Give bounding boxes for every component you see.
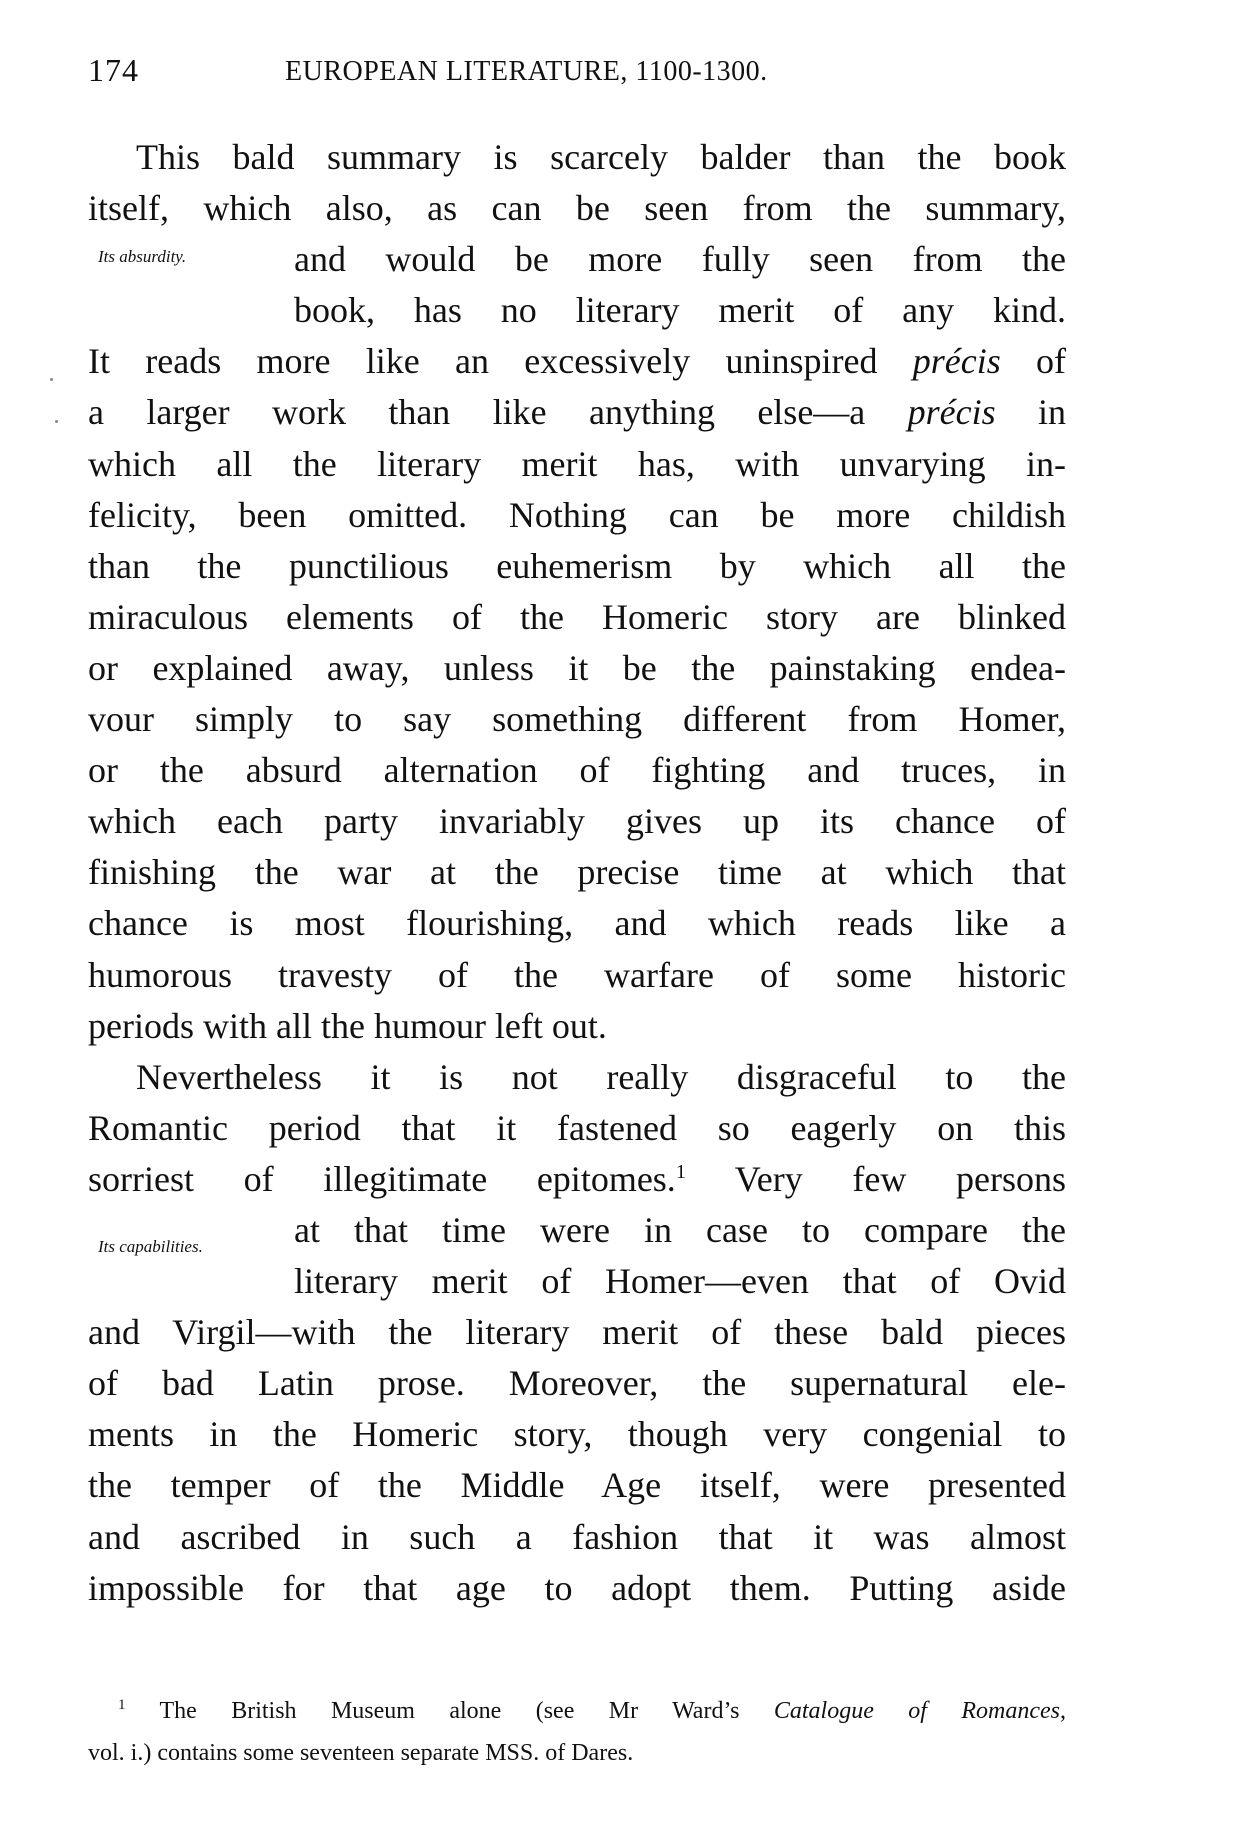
page-number: 174 [88,52,139,88]
text-line: at that time were in case to compare the [294,1209,1066,1250]
text-line: itself, which also, as can be seen from the summary, [88,188,1066,229]
text-line: finishing the war at the precise time at which that [88,852,1066,893]
text-span: of [1000,341,1066,382]
text-line: This bald summary is scarcely balder than the book [136,137,1066,177]
text-span: , [1060,1698,1066,1724]
text-line: than the punctilious euhemerism by which all the [88,545,1066,586]
footnote-ref[interactable]: 1 [675,1160,686,1183]
text-line: miraculous elements of the Homeric story are blinked [88,596,1066,637]
footnote-line [88,1690,1066,1732]
text-line: felicity, been omitted. Nothing can be more childish [88,494,1066,535]
text-span: Very few persons [685,1158,1067,1199]
text-line: or the absurd alternation of fighting and truces, in [88,750,1066,791]
text-line: book, has no literary merit of any kind. [294,290,1066,331]
scan-speck [55,420,58,423]
text-line: vour simply to say something different from Homer, [88,699,1066,740]
running-head: EUROPEAN LITERATURE, 1100-1300. [285,56,768,87]
text-span: in [995,392,1066,433]
text-line: or explained away, unless it be the painstaking endea- [88,647,1066,688]
scan-speck [50,378,53,381]
text-span: It reads more like an excessively uninspired [88,341,913,382]
italic-title: Catalogue of Romances [773,1698,1060,1724]
text-span: a larger work than like anything else—a [88,392,908,433]
text-line: literary merit of Homer—even that of Ovid [294,1261,1066,1302]
footnote-line: vol. i.) contains some seventeen separate MSS. of Dares. [88,1740,634,1766]
text-line: ments in the Homeric story, though very congenial to [88,1414,1066,1455]
text-line [88,336,1066,387]
sidenote-absurdity: Its absurdity. [98,247,187,266]
text-line: chance is most flourishing, and which reads like a [88,903,1066,944]
text-line: and would be more fully seen from the [294,239,1066,280]
text-span: The British Museum alone (see Mr Ward’s [125,1698,774,1724]
page-header [0,52,1244,92]
text-line: Nevertheless it is not really disgraceful to the [136,1056,1066,1097]
text-line: impossible for that age to adopt them. Putting aside [88,1567,1066,1608]
text-line: of bad Latin prose. Moreover, the supernatural ele- [88,1363,1066,1404]
footnote-marker: 1 [118,1697,126,1713]
text-line [88,387,1066,438]
text-line: and ascribed in such a fashion that it was almost [88,1516,1066,1557]
text-line: Romantic period that it fastened so eagerly on this [88,1107,1066,1148]
text-span: sorriest of illegitimate epitomes. [88,1158,676,1199]
sidenote-capabilities: Its capabilities. [98,1237,203,1256]
text-line: periods with all the humour left out. [88,1005,607,1046]
text-line: which all the literary merit has, with unvarying in- [88,443,1066,484]
footnotes [88,1690,1066,1774]
text-line: and Virgil—with the literary merit of these bald pieces [88,1312,1066,1353]
italic-precis: précis [907,392,996,433]
italic-precis: précis [912,341,1001,382]
body-text [88,132,1066,1614]
text-line: humorous travesty of the warfare of some historic [88,954,1066,995]
text-line [88,1154,1066,1205]
text-line: which each party invariably gives up its chance of [88,801,1066,842]
text-line: the temper of the Middle Age itself, were presented [88,1465,1066,1506]
